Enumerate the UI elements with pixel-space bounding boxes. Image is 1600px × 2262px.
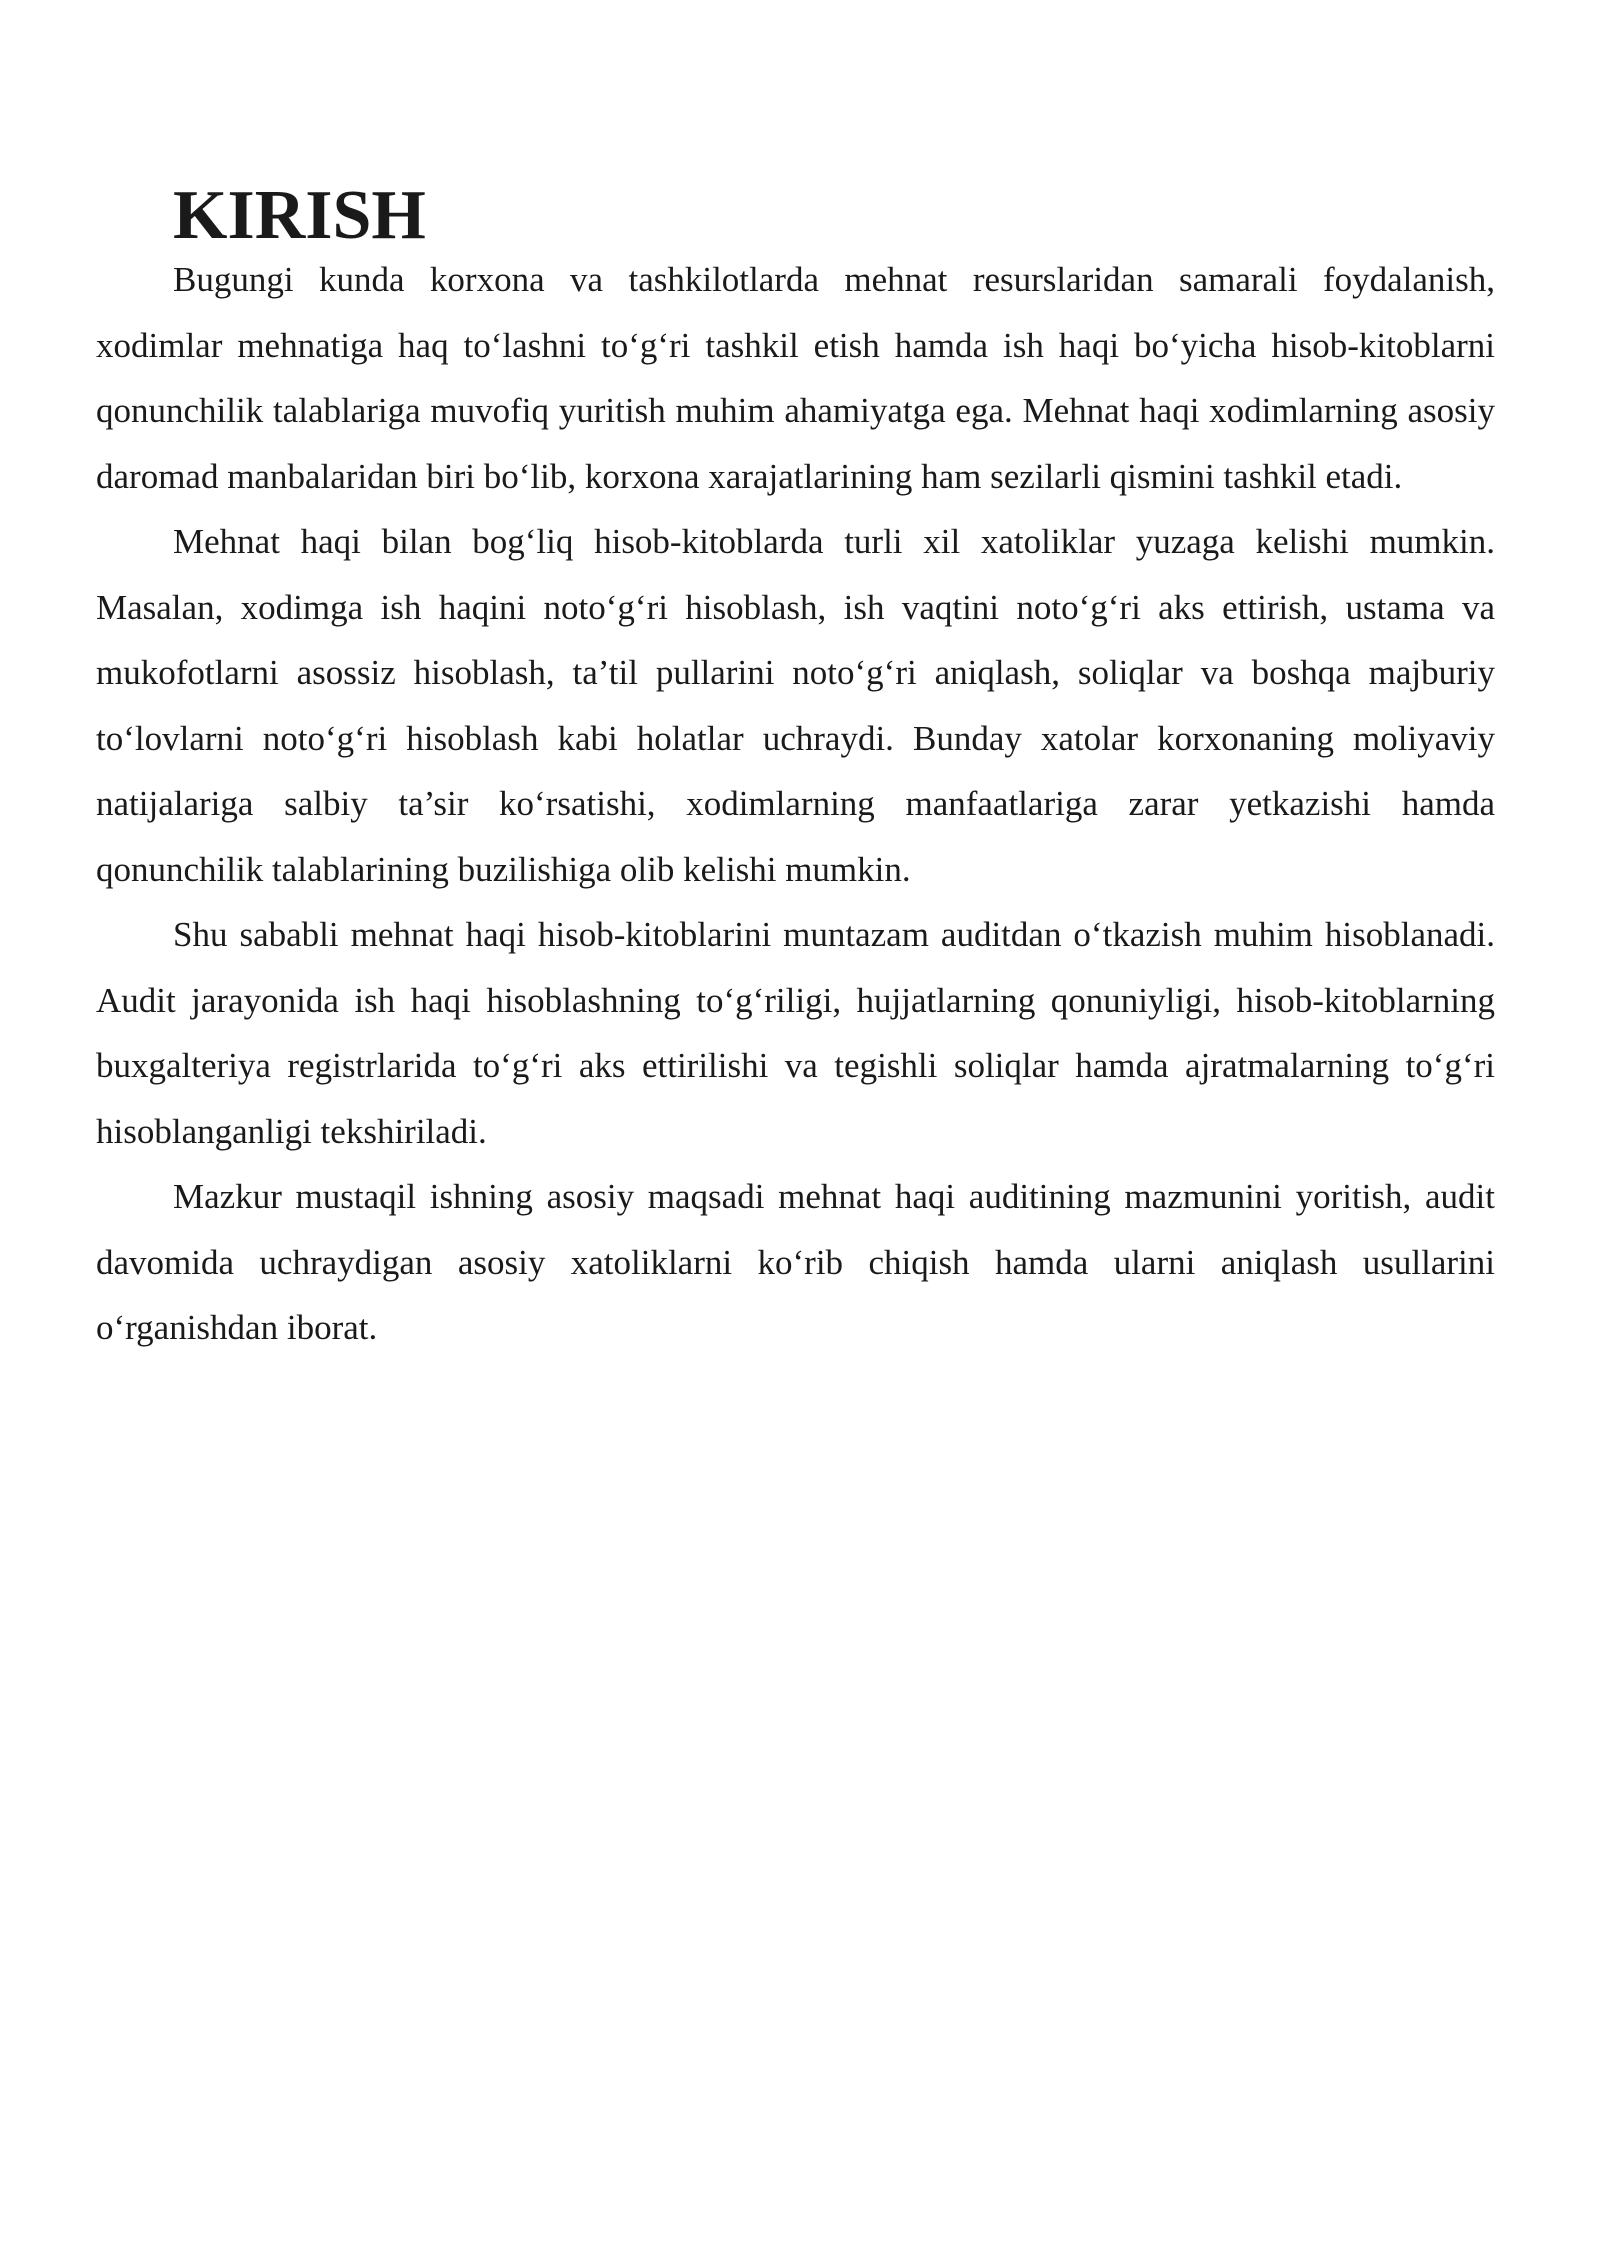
section-heading: KIRISH	[173, 177, 426, 254]
paragraph-4: Mazkur mustaqil ishning asosiy maqsadi mehnat haqi auditining mazmunini yoritish, audit davomida uchraydigan asosiy xatoliklarni ko‘rib chiqish hamda ularni aniqlash usullarini o‘rganishdan iborat.	[96, 1177, 1495, 1347]
document-body	[96, 177, 1495, 1361]
paragraph-2: Mehnat haqi bilan bog‘liq hisob-kitoblarda turli xil xatoliklar yuzaga kelishi mumkin. Masalan, xodimga ish haqini noto‘g‘ri hisoblash, ish vaqtini noto‘g‘ri aks ettirish, ustama va mukofotlarni asossiz hisoblash, ta’til pullarini noto‘g‘ri aniqlash, soliqlar va boshqa majburiy to‘lovlarni noto‘g‘ri hisoblash kabi holatlar uchraydi. Bunday xatolar korxonaning moliyaviy natijalariga salbiy ta’sir ko‘rsatishi, xodimlarning manfaatlariga zarar yetkazishi hamda qonunchilik talablarining buzilishiga olib kelishi mumkin.	[96, 522, 1495, 889]
paragraph-3: Shu sababli mehnat haqi hisob-kitoblarini muntazam auditdan o‘tkazish muhim hisoblanadi. Audit jarayonida ish haqi hisoblashning to‘g‘riligi, hujjatlarning qonuniyligi, hisob-kitoblarning buxgalteriya registrlarida to‘g‘ri aks ettirilishi va tegishli soliqlar hamda ajratmalarning to‘g‘ri hisoblanganligi tekshiriladi.	[96, 915, 1495, 1151]
paragraph-1: Bugungi kunda korxona va tashkilotlarda mehnat resurslaridan samarali foydalanish, xodimlar mehnatiga haq to‘lashni to‘g‘ri tashkil etish hamda ish haqi bo‘yicha hisob-kitoblarni qonunchilik talablariga muvofiq yuritish muhim ahamiyatga ega. Mehnat haqi xodimlarning asosiy daromad manbalaridan biri bo‘lib, korxona xarajatlarining ham sezilarli qismini tashkil etadi.	[96, 260, 1495, 496]
